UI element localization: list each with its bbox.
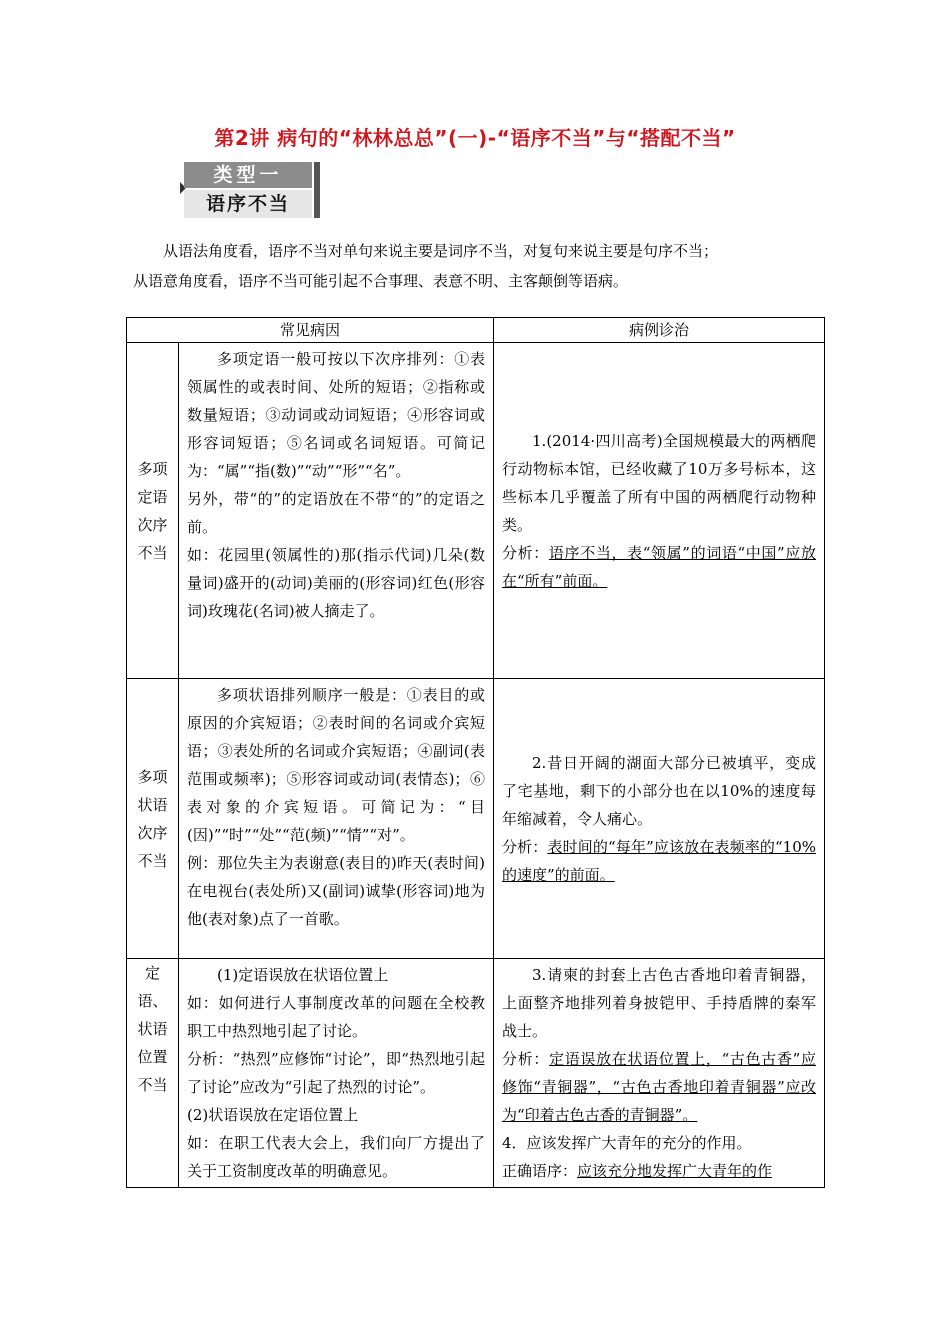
analysis-answer: 语序不当，表“领属”的词语“中国”应放在“所有”前面。 [502, 543, 816, 590]
cause-example: 如：在职工代表大会上，我们向厂方提出了关于工资制度改革的明确意见。 [187, 1134, 486, 1180]
category-line: 次序 [137, 823, 168, 842]
cause-example: 如：如何进行人事制度改革的问题在全校教职工中热烈地引起了讨论。 [187, 994, 486, 1040]
correct-order [502, 1157, 816, 1185]
case-sentence: 1.(2014·四川高考)全国规模最大的两栖爬行动物标本馆，已经收藏了10万多号标本，这些标本几乎覆盖了所有中国的两栖爬行动物种类。 [502, 431, 817, 534]
cause-subheading: (1)定语误放在状语位置上 [217, 966, 389, 984]
cause-cell [179, 959, 494, 1188]
header-case: 病例诊治 [494, 318, 825, 343]
category-line: 状语 [137, 1020, 168, 1038]
cause-analysis: 分析：“热烈”应修饰“讨论”，即“热烈地引起了讨论”应改为“引起了热烈的讨论”。 [187, 1050, 486, 1096]
intro-line-2: 从语意角度看，语序不当可能引起不合事理、表意不明、主客颠倒等语病。 [133, 272, 629, 290]
category-line: 多项 [137, 459, 168, 478]
category-line: 状语 [137, 795, 168, 814]
cause-example: 如：花园里(领属性的)那(指示代词)几朵(数量词)盛开的(动词)美丽的(形容词)红色(形容词)玫瑰花(名词)被人摘走了。 [187, 546, 486, 620]
analysis-answer: 定语误放在状语位置上，“古色古香”应修饰“青铜器”，“古色古香地印着青铜器”应改为“印着古色古香的青铜器”。 [502, 1050, 817, 1124]
table-row [127, 679, 825, 959]
correct-answer: 应该充分地发挥广大青年的作 [577, 1162, 773, 1180]
section-badge [180, 160, 324, 224]
category-line: 语、 [137, 992, 168, 1010]
cause-text: 多项定语一般可按以下次序排列：①表领属性的或表时间、处所的短语；②指称或数量短语；③动词或动词短语；④形容词或形容词短语；⑤名词或名词短语。可简记为：“属”“指(数)”“动”“形”“名”。 [187, 350, 486, 480]
case-analysis [502, 1045, 816, 1129]
cause-subheading: (2)状语误放在定语位置上 [187, 1106, 359, 1124]
cause-text: 多项状语排列顺序一般是：①表目的或原因的介宾短语；②表时间的名词或介宾短语；③表处所的名词或介宾短语；④副词(表范围或频率)；⑤形容词或动词(表情态)；⑥表对象的介宾短语。可简记为：“目(因)”“时”“处”“范(频)”“情”“对”。 [187, 686, 486, 844]
row-category [127, 343, 179, 679]
analysis-label: 分析： [502, 1050, 550, 1068]
case-cell [494, 679, 825, 959]
cause-text: 另外，带“的”的定语放在不带“的”的定语之前。 [187, 490, 486, 536]
case-sentence: 2.昔日开阔的湖面大部分已被填平，变成了宅基地，剩下的小部分也在以10%的速度每年缩减着，令人痛心。 [502, 753, 817, 828]
table-row [127, 343, 825, 679]
header-cause: 常见病因 [127, 318, 494, 343]
case-analysis [502, 833, 816, 889]
analysis-answer: 表时间的“每年”应该放在表频率的“10%的速度”的前面。 [502, 837, 816, 884]
error-table [126, 317, 825, 1188]
table-header-row [127, 318, 825, 343]
cause-cell [179, 679, 494, 959]
category-line: 不当 [137, 543, 168, 562]
badge-type-label: 类型一 [184, 162, 312, 188]
case-sentence: 3.请柬的封套上古色古香地印着青铜器，上面整齐地排列着身披铠甲、手持盾牌的秦军战士。 [502, 966, 817, 1040]
intro-line-1: 从语法角度看，语序不当对单句来说主要是词序不当，对复句来说主要是句序不当； [163, 242, 719, 260]
row-category [127, 959, 179, 1188]
correct-label: 正确语序： [502, 1162, 578, 1180]
analysis-label: 分析： [502, 837, 548, 856]
category-line: 位置 [137, 1048, 168, 1066]
case-cell [494, 959, 825, 1188]
row-category [127, 679, 179, 959]
category-line: 多项 [137, 767, 168, 786]
case-cell [494, 343, 825, 679]
page-title: 第2讲 病句的“林林总总”(一)-“语序不当”与“搭配不当” [214, 126, 736, 150]
category-line: 不当 [137, 851, 168, 870]
badge-divider [314, 162, 320, 218]
category-line: 定 [144, 964, 160, 982]
category-line: 次序 [137, 515, 168, 534]
case-sentence: 4．应该发挥广大青年的充分的作用。 [502, 1134, 752, 1152]
table-row [127, 959, 825, 1188]
intro-paragraph [133, 236, 823, 296]
cause-example: 例：那位失主为表谢意(表目的)昨天(表时间)在电视台(表处所)又(副词)诚挚(形容词)地为他(表对象)点了一首歌。 [187, 854, 486, 928]
case-analysis [502, 539, 816, 595]
cause-cell [179, 343, 494, 679]
category-line: 不当 [137, 1076, 168, 1094]
analysis-label: 分析： [502, 543, 549, 562]
category-line: 定语 [137, 487, 168, 506]
badge-topic-label: 语序不当 [184, 190, 312, 218]
